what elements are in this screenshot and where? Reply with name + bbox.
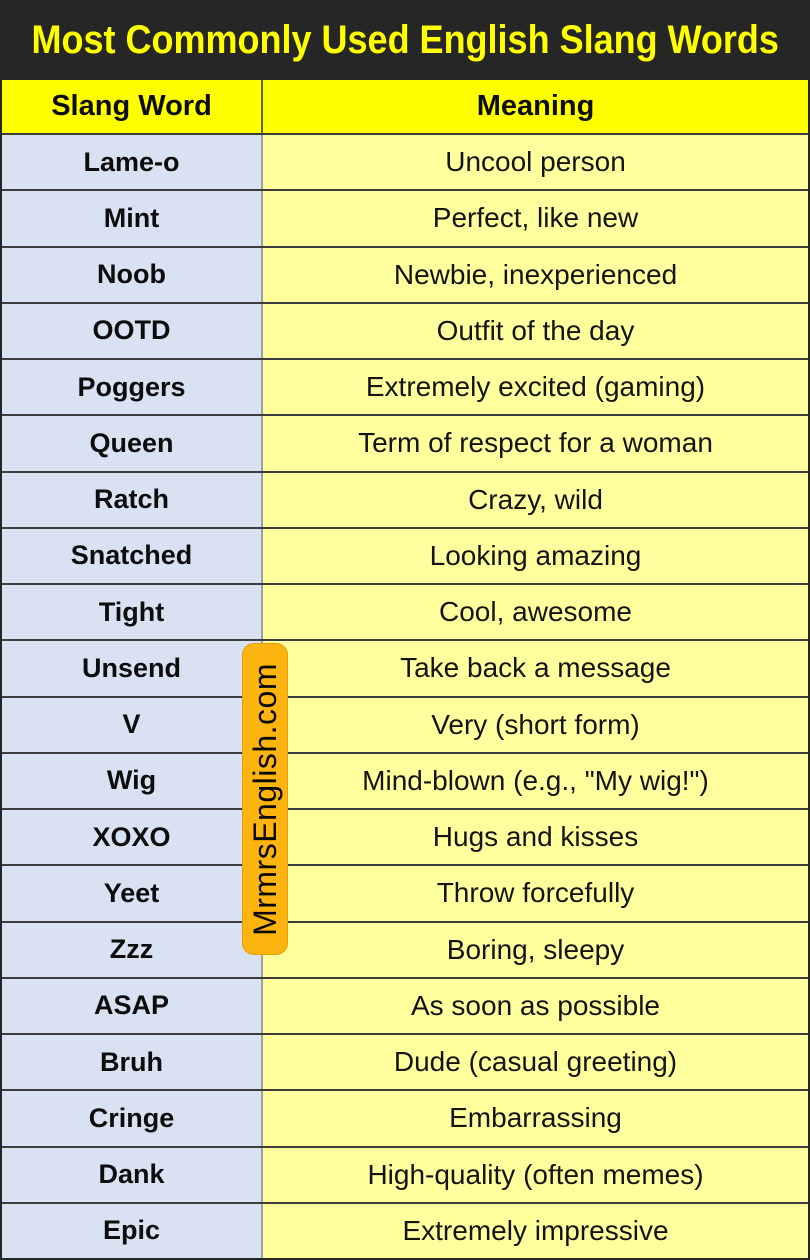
slang-word-cell: XOXO (2, 810, 263, 864)
table-row (2, 1146, 808, 1202)
slang-word-cell: Dank (2, 1148, 263, 1202)
meaning-cell: Embarrassing (263, 1091, 808, 1145)
slang-word-cell: Yeet (2, 866, 263, 920)
watermark-badge (242, 643, 288, 955)
table-row (2, 696, 808, 752)
title-bar (2, 0, 808, 80)
slang-word-cell: Epic (2, 1204, 263, 1258)
table-row (2, 921, 808, 977)
slang-word-cell: Snatched (2, 529, 263, 583)
table-row (2, 1033, 808, 1089)
watermark-text: MrmrsEnglish.com (246, 662, 283, 936)
slang-word-cell: Noob (2, 248, 263, 302)
table-row (2, 1089, 808, 1145)
meaning-cell: As soon as possible (263, 979, 808, 1033)
table-row (2, 527, 808, 583)
table-row (2, 864, 808, 920)
slang-word-cell: OOTD (2, 304, 263, 358)
table-body (2, 133, 808, 1258)
slang-word-cell: Zzz (2, 923, 263, 977)
table-row (2, 583, 808, 639)
table-row (2, 358, 808, 414)
table-row (2, 639, 808, 695)
meaning-cell: Cool, awesome (263, 585, 808, 639)
meaning-cell: Very (short form) (263, 698, 808, 752)
slang-word-cell: Mint (2, 191, 263, 245)
meaning-cell: Perfect, like new (263, 191, 808, 245)
meaning-cell: Take back a message (263, 641, 808, 695)
meaning-cell: High-quality (often memes) (263, 1148, 808, 1202)
table-row (2, 246, 808, 302)
meaning-cell: Outfit of the day (263, 304, 808, 358)
meaning-cell: Uncool person (263, 135, 808, 189)
meaning-cell: Mind-blown (e.g., "My wig!") (263, 754, 808, 808)
table-row (2, 1202, 808, 1258)
meaning-cell: Newbie, inexperienced (263, 248, 808, 302)
meaning-cell: Crazy, wild (263, 473, 808, 527)
header-meaning: Meaning (476, 90, 595, 122)
meaning-cell: Dude (casual greeting) (263, 1035, 808, 1089)
slang-word-cell: ASAP (2, 979, 263, 1033)
meaning-cell: Hugs and kisses (263, 810, 808, 864)
table-row (2, 133, 808, 189)
table-row (2, 471, 808, 527)
table-row (2, 189, 808, 245)
slang-word-cell: Ratch (2, 473, 263, 527)
slang-word-cell: Poggers (2, 360, 263, 414)
slang-word-cell: Cringe (2, 1091, 263, 1145)
slang-word-cell: Tight (2, 585, 263, 639)
slang-word-cell: V (2, 698, 263, 752)
meaning-cell: Extremely impressive (263, 1204, 808, 1258)
meaning-cell: Extremely excited (gaming) (263, 360, 808, 414)
table-row (2, 302, 808, 358)
meaning-cell: Looking amazing (263, 529, 808, 583)
slang-word-cell: Bruh (2, 1035, 263, 1089)
slang-word-cell: Lame-o (2, 135, 263, 189)
slang-word-cell: Unsend (2, 641, 263, 695)
table-row (2, 414, 808, 470)
table-row (2, 752, 808, 808)
page-title: Most Commonly Used English Slang Words (31, 17, 779, 62)
table-row (2, 977, 808, 1033)
meaning-cell: Throw forcefully (263, 866, 808, 920)
slang-word-cell: Wig (2, 754, 263, 808)
meaning-cell: Term of respect for a woman (263, 416, 808, 470)
meaning-cell: Boring, sleepy (263, 923, 808, 977)
slang-word-cell: Queen (2, 416, 263, 470)
header-slang-word: Slang Word (2, 80, 263, 133)
table-header-row (2, 80, 808, 133)
table-row (2, 808, 808, 864)
